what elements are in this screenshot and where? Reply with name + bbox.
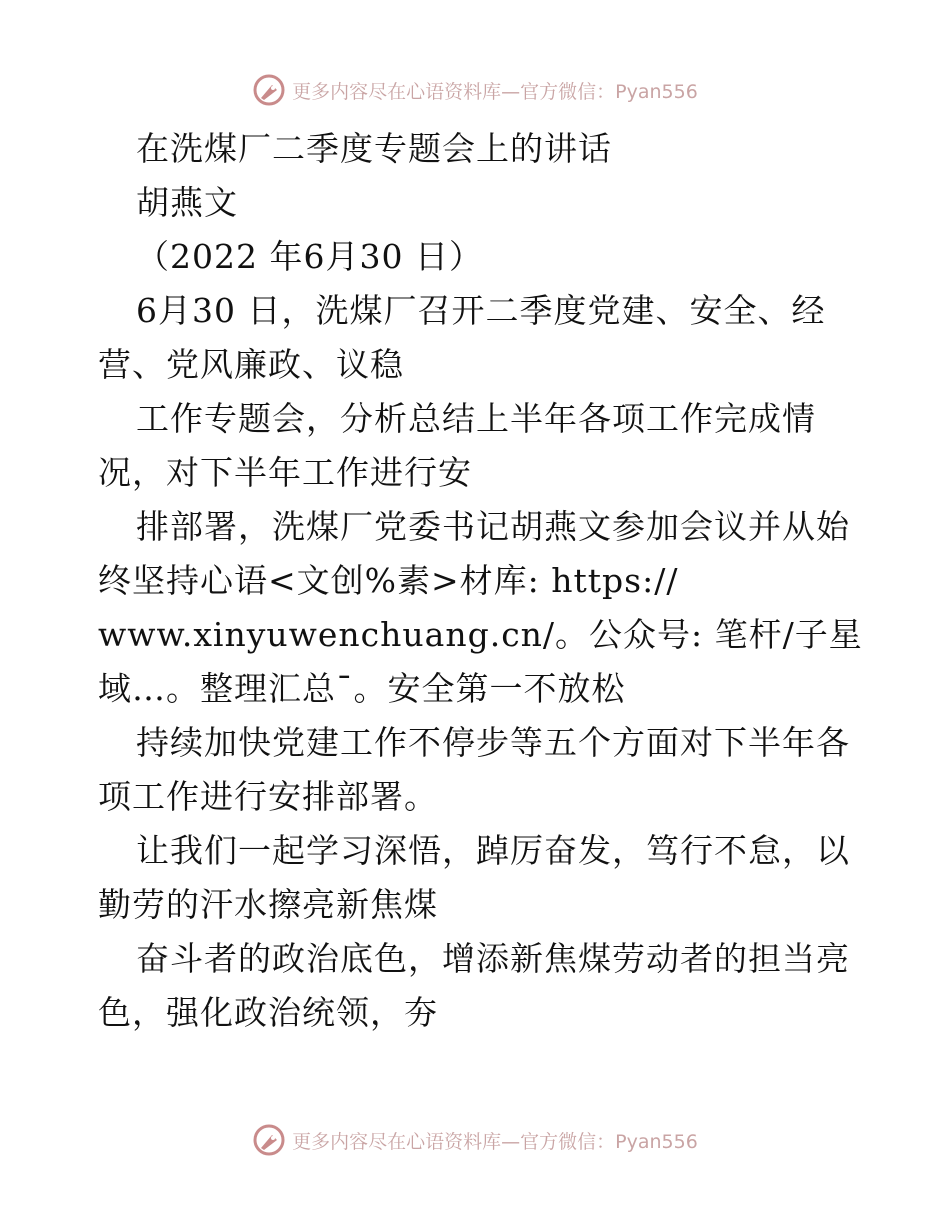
document-body bbox=[98, 122, 863, 1040]
watermark-text: 更多内容尽在心语资料库—官方微信：Pyan556 bbox=[292, 1130, 698, 1153]
text-line: （2022 年6月30 日） bbox=[136, 237, 483, 276]
watermark-text: 更多内容尽在心语资料库—官方微信：Pyan556 bbox=[292, 80, 698, 103]
text-line: 持续加快党建工作不停步等五个方面对下半年各 bbox=[136, 723, 850, 762]
text-line: 勤劳的汗水擦亮新焦煤 bbox=[98, 885, 438, 924]
text-line: 6月30 日，洗煤厂召开二季度党建、安全、经 bbox=[136, 291, 826, 330]
text-line: 工作专题会，分析总结上半年各项工作完成情 bbox=[136, 399, 816, 438]
text-line: 营、党风廉政、议稳 bbox=[98, 345, 404, 384]
text-line: 奋斗者的政治底色，增添新焦煤劳动者的担当亮 bbox=[136, 939, 850, 978]
text-line: 况，对下半年工作进行安 bbox=[98, 453, 472, 492]
text-line: 胡燕文 bbox=[136, 183, 238, 222]
pen-nib-logo-icon bbox=[252, 1123, 286, 1157]
pen-nib-logo-icon bbox=[252, 73, 286, 107]
text-line: 在洗煤厂二季度专题会上的讲话 bbox=[136, 129, 612, 168]
text-line: www.xinyuwenchuang.cn/。公众号: 笔杆/子星 bbox=[98, 615, 863, 654]
text-line: 排部署，洗煤厂党委书记胡燕文参加会议并从始 bbox=[136, 507, 850, 546]
header-watermark bbox=[0, 70, 950, 110]
text-line: 项工作进行安排部署。 bbox=[98, 777, 438, 816]
text-line: 色，强化政治统领，夯 bbox=[98, 993, 438, 1032]
footer-watermark bbox=[0, 1120, 950, 1160]
text-line: 域…。整理汇总¯。安全第一不放松 bbox=[98, 669, 626, 708]
text-line: 终坚持心语<文创%素>材库: https:// bbox=[98, 561, 679, 600]
text-line: 让我们一起学习深悟，踔厉奋发，笃行不怠，以 bbox=[136, 831, 850, 870]
